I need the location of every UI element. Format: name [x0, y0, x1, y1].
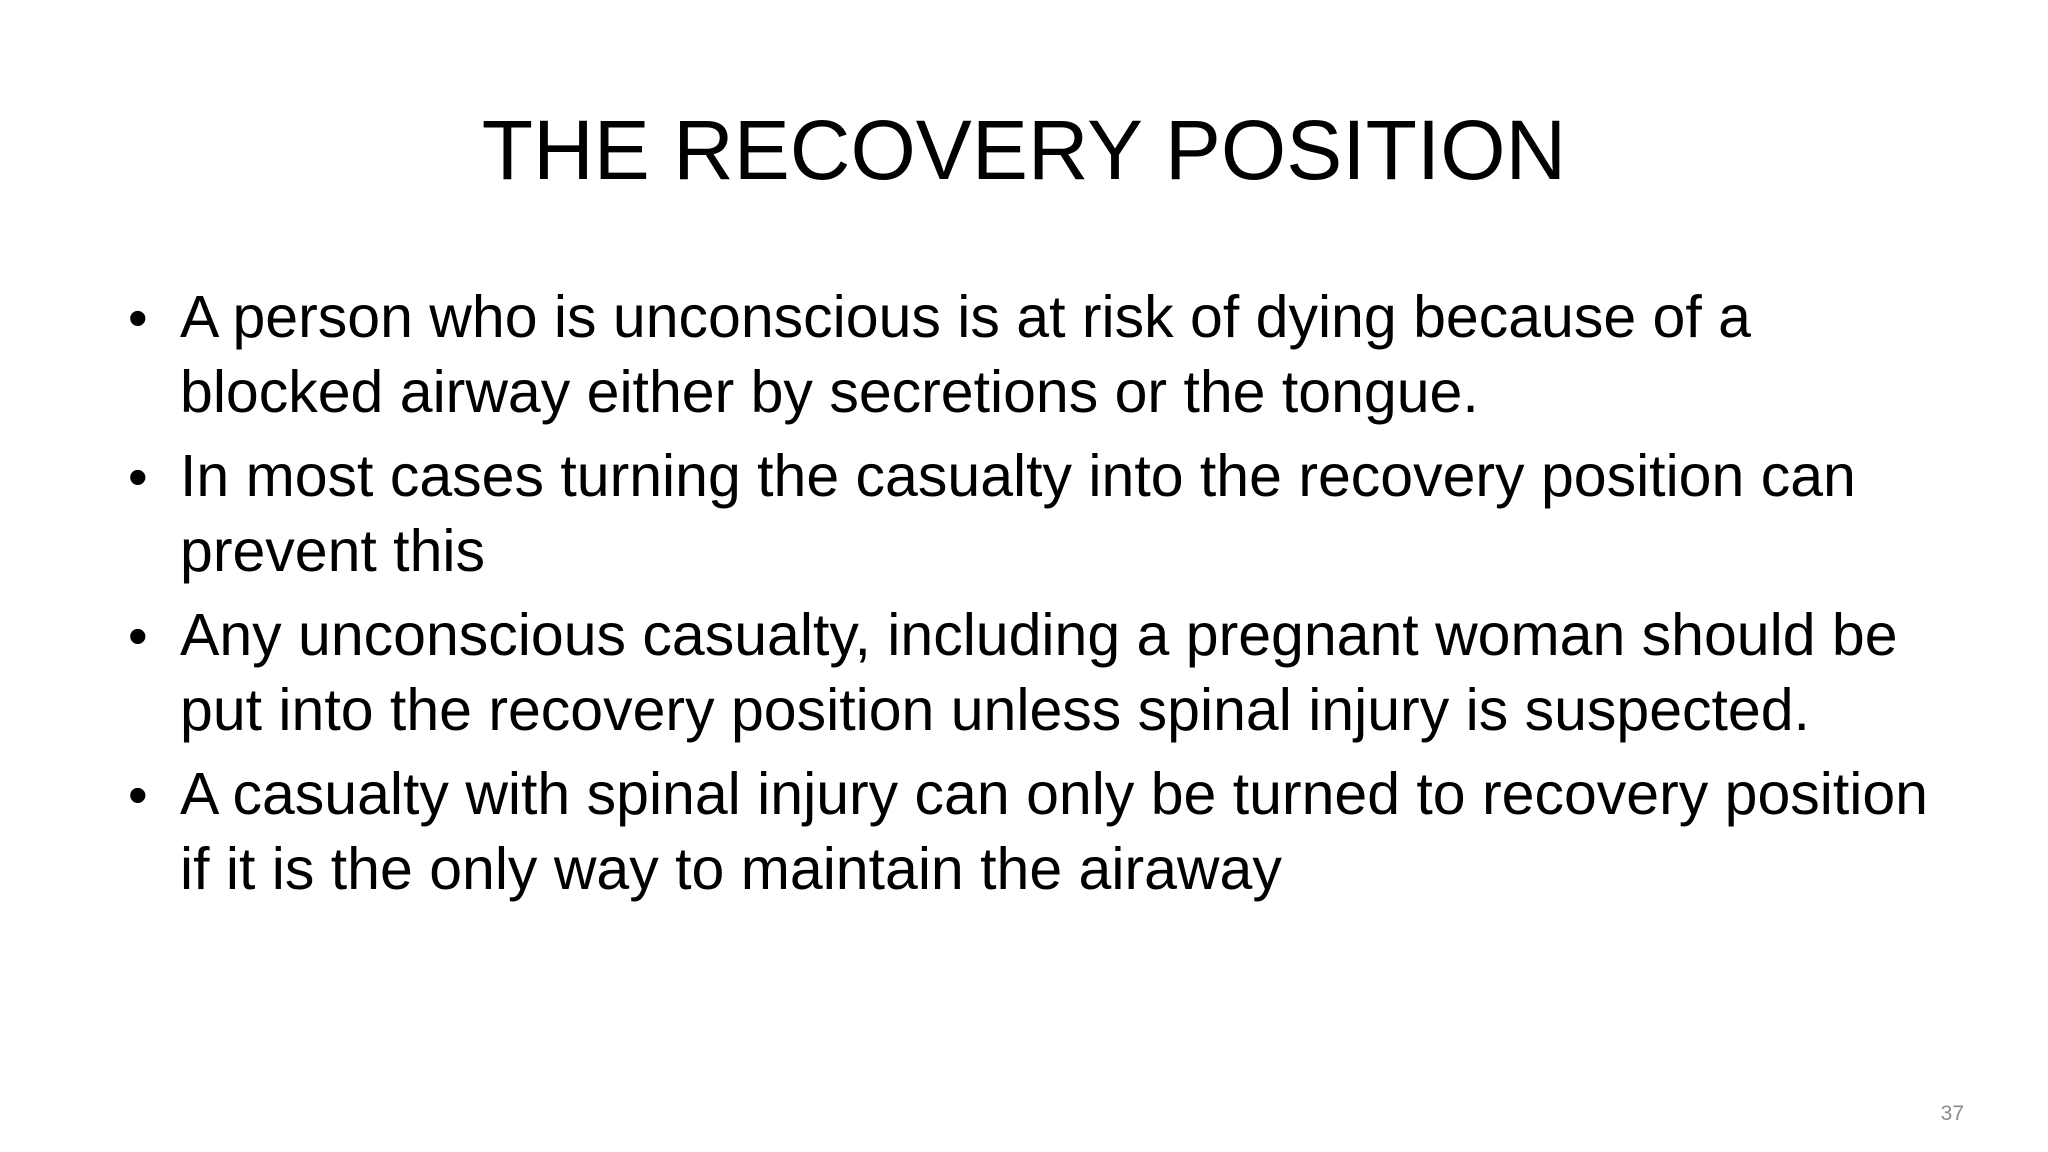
bullet-marker: •: [128, 286, 148, 349]
bullet-item-4: [128, 757, 1968, 907]
bullet-marker: •: [128, 604, 148, 667]
bullet-text: In most cases turning the casualty into the recovery position can prevent this: [180, 443, 1856, 584]
bullet-marker: •: [128, 763, 148, 826]
slide-title: THE RECOVERY POSITION: [481, 103, 1567, 197]
bullet-text: A person who is unconscious is at risk of dying because of a blocked airway either by secretions or the tongue.: [180, 284, 1751, 425]
bullet-marker: •: [128, 445, 148, 508]
bullet-text: Any unconscious casualty, including a pregnant woman should be put into the recovery position unless spinal injury is suspected.: [180, 602, 1898, 743]
bullet-text: A casualty with spinal injury can only be turned to recovery position if it is the only way to maintain the airaway: [180, 761, 1928, 902]
slide-page-number: 37: [1940, 1102, 1964, 1125]
bullet-item-2: [128, 439, 1968, 589]
bullet-list: [128, 280, 1968, 916]
bullet-item-3: [128, 598, 1968, 748]
bullet-item-1: [128, 280, 1968, 430]
